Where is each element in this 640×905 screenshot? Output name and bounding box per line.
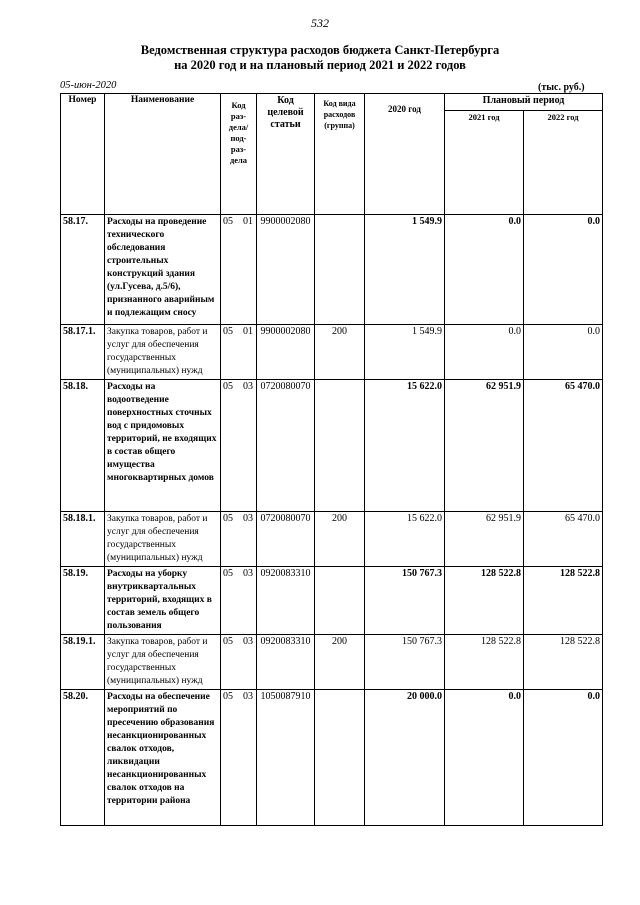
row-section (221, 325, 257, 380)
row-value-2020: 15 622.0 (365, 380, 445, 512)
row-expense-type: 200 (315, 512, 365, 567)
section-code: 05 (223, 326, 233, 337)
header-2021: 2021 год (445, 111, 524, 215)
header-name: Наименование (105, 94, 221, 215)
header-plan-period: Плановый период (445, 94, 603, 111)
title-line-1: Ведомственная структура расходов бюджета Санкт-Петербурга (140, 43, 500, 57)
title-line-2: на 2020 год и на плановый период 2021 и 2022 годов (174, 58, 466, 72)
header-section-code: Код раз- дела/ под- раз- дела (221, 94, 257, 215)
subsection-code: 01 (243, 326, 253, 337)
table-row (61, 380, 603, 512)
row-target-code: 9900002080 (257, 215, 315, 325)
budget-table (60, 93, 603, 826)
page-number: 532 (311, 16, 329, 30)
section-code: 05 (223, 216, 233, 227)
table-row (61, 635, 603, 690)
table-row (61, 215, 603, 325)
row-number: 58.17.1. (61, 325, 105, 380)
row-expense-type: 200 (315, 635, 365, 690)
row-number: 58.17. (61, 215, 105, 325)
subsection-code: 03 (243, 636, 253, 647)
row-section (221, 215, 257, 325)
row-name: Расходы на обеспечение мероприятий по пресечению образования несанкционированных свалок отходов, ликвидации несанкционированных свалок отходов на территории района (105, 690, 221, 826)
row-name: Расходы на уборку внутриквартальных территорий, входящих в состав земель общего пользования (105, 567, 221, 635)
row-name: Закупка товаров, работ и услуг для обеспечения государственных (муниципальных) нужд (105, 325, 221, 380)
row-value-2022: 65 470.0 (524, 380, 603, 512)
row-value-2020: 1 549.9 (365, 325, 445, 380)
row-number: 58.19. (61, 567, 105, 635)
subsection-code: 01 (243, 216, 253, 227)
row-name: Расходы на водоотведение поверхностных сточных вод с придомовых территорий, не входящих в состав общего имущества многоквартирных домов (105, 380, 221, 512)
table-row (61, 567, 603, 635)
table-row (61, 690, 603, 826)
row-expense-type (315, 690, 365, 826)
row-name: Закупка товаров, работ и услуг для обеспечения государственных (муниципальных) нужд (105, 635, 221, 690)
row-target-code: 0920083310 (257, 635, 315, 690)
row-value-2021: 0.0 (445, 690, 524, 826)
row-section (221, 690, 257, 826)
row-value-2020: 20 000.0 (365, 690, 445, 826)
row-target-code: 0720080070 (257, 512, 315, 567)
section-code: 05 (223, 513, 233, 524)
row-expense-type (315, 567, 365, 635)
row-expense-type: 200 (315, 325, 365, 380)
row-section (221, 380, 257, 512)
row-number: 58.18.1. (61, 512, 105, 567)
table-row (61, 512, 603, 567)
row-value-2022: 0.0 (524, 690, 603, 826)
row-number: 58.18. (61, 380, 105, 512)
row-number: 58.19.1. (61, 635, 105, 690)
row-expense-type (315, 215, 365, 325)
section-code: 05 (223, 381, 233, 392)
document-date: 05-июн-2020 (60, 80, 117, 91)
subsection-code: 03 (243, 568, 253, 579)
row-section (221, 512, 257, 567)
header-number: Номер (61, 94, 105, 215)
section-code: 05 (223, 568, 233, 579)
row-target-code: 9900002080 (257, 325, 315, 380)
row-expense-type (315, 380, 365, 512)
row-name: Закупка товаров, работ и услуг для обеспечения государственных (муниципальных) нужд (105, 512, 221, 567)
row-value-2021: 0.0 (445, 325, 524, 380)
row-number: 58.20. (61, 690, 105, 826)
document-title (60, 43, 580, 73)
table-body (61, 215, 603, 826)
header-2022: 2022 год (524, 111, 603, 215)
row-target-code: 1050087910 (257, 690, 315, 826)
row-value-2021: 128 522.8 (445, 635, 524, 690)
section-code: 05 (223, 636, 233, 647)
row-value-2022: 0.0 (524, 215, 603, 325)
row-target-code: 0920083310 (257, 567, 315, 635)
row-value-2021: 62 951.9 (445, 380, 524, 512)
row-section (221, 567, 257, 635)
header-target-code: Код целевой статьи (257, 94, 315, 215)
subsection-code: 03 (243, 513, 253, 524)
table-row (61, 325, 603, 380)
subsection-code: 03 (243, 691, 253, 702)
units-label: (тыс. руб.) (538, 82, 585, 93)
row-target-code: 0720080070 (257, 380, 315, 512)
header-2020: 2020 год (365, 94, 445, 215)
row-value-2020: 150 767.3 (365, 635, 445, 690)
row-value-2022: 0.0 (524, 325, 603, 380)
row-value-2020: 1 549.9 (365, 215, 445, 325)
header-expense-type: Код вида расходов (группа) (315, 94, 365, 215)
row-value-2021: 0.0 (445, 215, 524, 325)
row-value-2021: 128 522.8 (445, 567, 524, 635)
row-section (221, 635, 257, 690)
subsection-code: 03 (243, 381, 253, 392)
row-value-2020: 150 767.3 (365, 567, 445, 635)
section-code: 05 (223, 691, 233, 702)
row-value-2020: 15 622.0 (365, 512, 445, 567)
row-value-2022: 65 470.0 (524, 512, 603, 567)
row-value-2022: 128 522.8 (524, 567, 603, 635)
row-value-2022: 128 522.8 (524, 635, 603, 690)
row-name: Расходы на проведение технического обследования строительных конструкций здания (ул.Гусева, д.5/6), признанного аварийным и подлежащим сносу (105, 215, 221, 325)
row-value-2021: 62 951.9 (445, 512, 524, 567)
